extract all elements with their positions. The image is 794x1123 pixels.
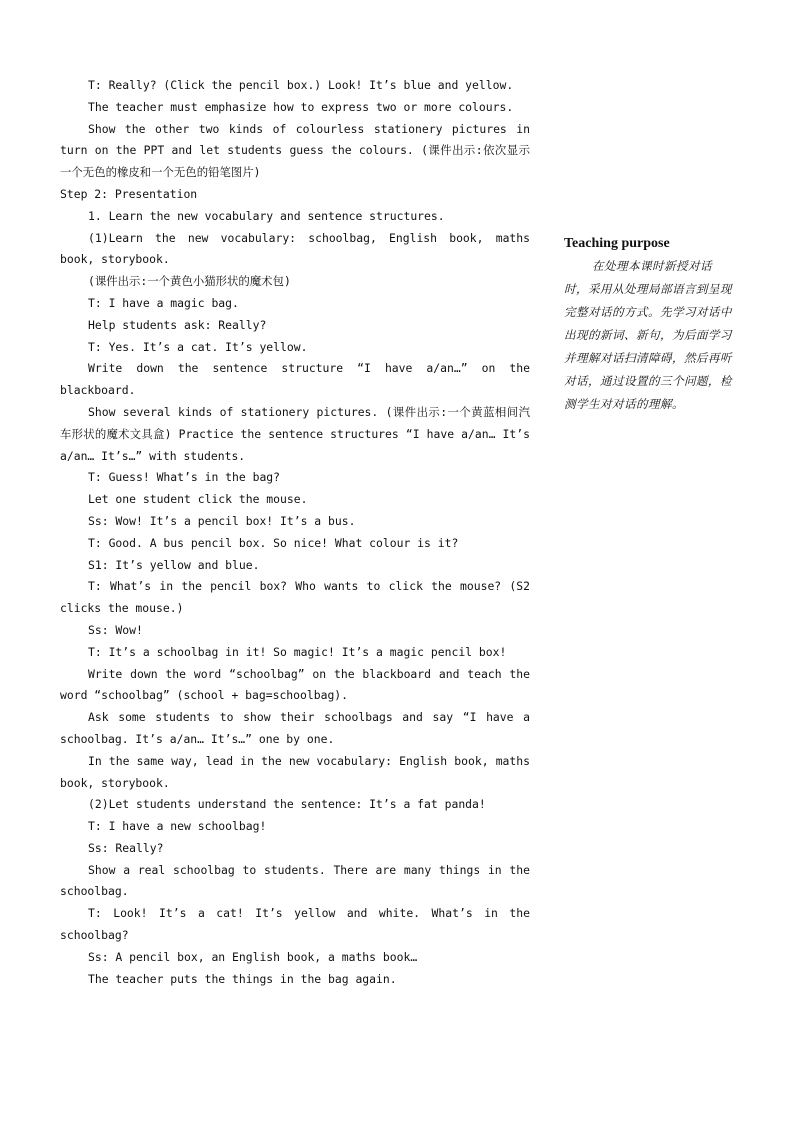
lesson-paragraph: S1: It’s yellow and blue. bbox=[88, 557, 260, 572]
lesson-paragraph: T: What’s in the pencil box? Who wants to click the mouse? (S2 clicks the mouse.) bbox=[60, 579, 530, 616]
lesson-paragraph: 1. Learn the new vocabulary and sentence structures. bbox=[88, 208, 445, 223]
lesson-paragraph: T: Really? (Click the pencil box.) Look! It’s blue and yellow. bbox=[88, 78, 514, 92]
lesson-paragraph: The teacher must emphasize how to express two or more colours. bbox=[88, 99, 514, 114]
lesson-paragraph: (2)Let students understand the sentence: It’s a fat panda! bbox=[88, 797, 486, 812]
lesson-paragraph: T: It’s a schoolbag in it! So magic! It’s a magic pencil box! bbox=[88, 644, 507, 659]
lesson-paragraph: The teacher puts the things in the bag again. bbox=[88, 971, 397, 986]
lesson-paragraph: T: Guess! What’s in the bag? bbox=[88, 470, 281, 485]
teaching-purpose-heading: Teaching purpose bbox=[564, 236, 670, 251]
lesson-paragraph: Write down the sentence structure “I have a/an…” on the blackboard. bbox=[60, 361, 530, 398]
lesson-paragraph: T: Yes. It’s a cat. It’s yellow. bbox=[88, 339, 308, 354]
lesson-paragraph: (课件出示:一个黄色小猫形状的魔术包) bbox=[88, 274, 291, 289]
lesson-paragraph: T: Good. A bus pencil box. So nice! What colour is it? bbox=[88, 535, 459, 550]
lesson-plan-body bbox=[60, 75, 530, 990]
lesson-paragraph: Let one student click the mouse. bbox=[88, 492, 308, 507]
lesson-paragraph: Ask some students to show their schoolbags and say “I have a schoolbag. It’s a/an… It’s…” one by one. bbox=[60, 710, 530, 746]
lesson-paragraph: (1)Learn the new vocabulary: schoolbag, English book, maths book, storybook. bbox=[60, 230, 530, 267]
lesson-paragraph: Step 2: Presentation bbox=[60, 186, 198, 201]
lesson-paragraph: Write down the word “schoolbag” on the blackboard and teach the word “schoolbag” (school + bag=schoolbag). bbox=[60, 666, 530, 703]
lesson-paragraph: Show a real schoolbag to students. There are many things in the schoolbag. bbox=[60, 862, 530, 899]
teaching-purpose-sidebar bbox=[564, 234, 732, 416]
lesson-paragraph: Show several kinds of stationery pictures. (课件出示:一个黄蓝相间汽车形状的魔术文具盒) Practice the sentence structures “I have a/an… It’s a/an… It’s…” with students. bbox=[60, 404, 530, 463]
lesson-paragraph: Help students ask: Really? bbox=[88, 317, 267, 332]
lesson-paragraph: Ss: Wow! bbox=[88, 622, 143, 637]
teaching-purpose-text: 在处理本课时新授对话时，采用从处理局部语言到呈现完整对话的方式。先学习对话中出现的新词、新句，为后面学习并理解对话扫清障碍，然后再听对话，通过设置的三个问题，检测学生对对话的理解。 bbox=[564, 259, 732, 411]
lesson-paragraph: T: Look! It’s a cat! It’s yellow and white. What’s in the schoolbag? bbox=[60, 906, 530, 943]
lesson-paragraph: Show the other two kinds of colourless stationery pictures in turn on the PPT and let students guess the colours. (课件出示:依次显示一个无色的橡皮和一个无色的铅笔图片) bbox=[60, 121, 530, 180]
lesson-paragraph: T: I have a magic bag. bbox=[88, 295, 239, 310]
lesson-paragraph: In the same way, lead in the new vocabulary: English book, maths book, storybook. bbox=[60, 753, 530, 790]
lesson-paragraph: T: I have a new schoolbag! bbox=[88, 819, 267, 834]
lesson-paragraph: Ss: A pencil box, an English book, a maths book… bbox=[88, 949, 418, 964]
lesson-paragraph: Ss: Wow! It’s a pencil box! It’s a bus. bbox=[88, 513, 356, 528]
lesson-paragraph: Ss: Really? bbox=[88, 840, 164, 855]
